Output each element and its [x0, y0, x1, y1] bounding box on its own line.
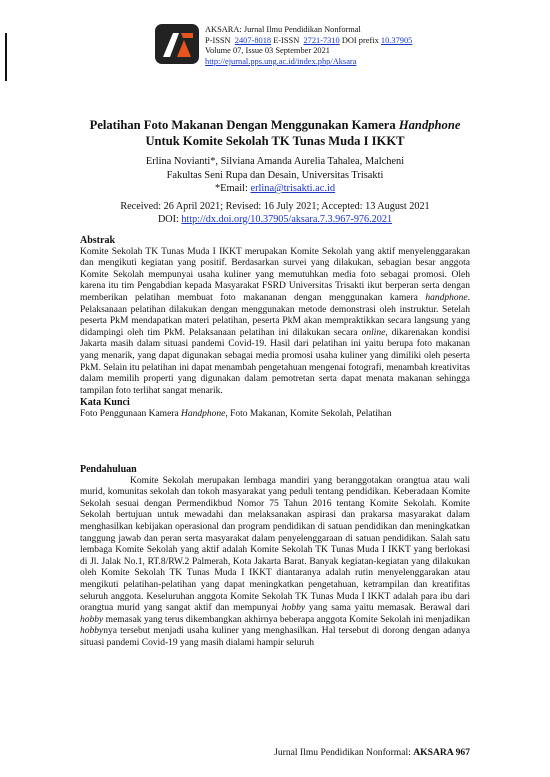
affiliation: Fakultas Seni Rupa dan Desain, Universitas Trisakti	[166, 169, 384, 181]
doi-prefix-link[interactable]: 10.37905	[380, 35, 413, 45]
introduction-heading: Pendahuluan	[80, 464, 137, 475]
journal-header	[205, 25, 412, 67]
volume-line: Volume 07, Issue 03 September 2021	[205, 46, 330, 56]
page-number: AKSARA 967	[413, 747, 470, 758]
paper-title: Pelatihan Foto Makanan Dengan Menggunakan Kamera Handphone Untuk Komite Sekolah TK Tunas Muda I IKKT	[89, 118, 461, 148]
eissn-link[interactable]: 2721-7310	[303, 35, 340, 45]
issn-line: P-ISSN 2407-8018 E-ISSN 2721-7310 DOI prefix 10.37905	[205, 35, 413, 45]
page-footer: Jurnal Ilmu Pendidikan Nonformal: AKSARA 967	[274, 747, 470, 758]
author-names: Erlina Novianti*, Silviana Amanda Aurelia Tahalea, Malcheni	[145, 156, 405, 167]
author-block	[40, 155, 510, 196]
abstract-text: Komite Sekolah TK Tunas Muda I IKKT merupakan Komite Sekolah yang aktif menyelenggarakan dan mengikuti kegiatan yang positif. Berdasarkan survei yang dilakukan, sebagian besar anggota Komite Sekolah mempunyai usaha kuliner yang memutuhkan media foto sebagai promosi. Oleh karena itu tim Pengabdian kepada Masyarakat FSRD Universitas Trisakti ikut berperan serta dengan memberikan pelatihan membuat foto makananan dengan menggunakan kamera handphone. Pelaksanaan pelatihan dilakukan dengan menggunakan metode demonstrasi oleh instruktur. Setelah peserta PkM mendapatkan materi pelatihan, peserta PkM akan mempraktikkan secara langsung yang didampingi oleh tim PkM. Pelaksanaan pelatihan ini dilakukan secara online, dikarenakan kondisi Jakarta masih dalam situasi pandemi Covid-19. Hasil dari pelatihan ini yaitu berupa foto makanan yang menarik, yang dapat digunakan sebagai media promosi usaha kuliner yang dimiliki oleh peserta PkM. Selain itu pelatihan ini dapat menambah pengetahuan mengenai fotografi, menambah kreativitas dalam memilih properti yang digunakan dalam pemotretan serta dapat menata makanan sehingga tampilan foto terlihat sangat menarik.	[80, 246, 470, 396]
introduction-section	[80, 464, 470, 650]
publication-dates	[40, 201, 510, 226]
pissn-link[interactable]: 2407-8018	[234, 35, 272, 45]
journal-logo	[155, 24, 199, 64]
journal-name: AKSARA: Jurnal Ilmu Pendidikan Nonformal	[205, 25, 361, 34]
abstract-section	[80, 235, 470, 421]
introduction-text: Komite Sekolah merupakan lembaga mandiri yang beranggotakan orangtua atau wali murid, komunitas sekolah dan tokoh masyarakat yang peduli tentang pendidikan. Keberadaan Komite Sekolah sesuai dengan Permendikbud Nomor 75 Tahun 2016 tentang Komite Sekolah. Komite Sekolah bertujuan untuk mewadahi dan melaksanakan aspirasi dan prakarsa masyarakat dalam menghasilkan kebijakan operasional dan program pendidikan di satuan pendidikan dan meningkatkan tanggung jawab dan peran serta masyarakat dalam penyelenggaraan di satuan pendidikan. Salah satu lembaga Komite Sekolah yang aktif adalah Komite Sekolah TK Tunas Muda I IKKT yang berlokasi di Jl. Jalak No.1, RT.8/RW.2 Palmerah, Kota Jakarta Barat. Banyak kegiatan-kegiatan yang dilakukan oleh Komite Sekolah TK Tunas Muda I IKKT diantaranya adalah rutin menyelenggarakan atau mengikuti pelatihan-pelatihan yang dapat meningkatkan pengetahuan, ketrampilan dan kreatifitas seluruh anggota. Keseluruhan anggota Komite Sekolah TK Tunas Muda I IKKT adalah para ibu dari orangtua murid yang sangat aktif dan mempunyai hobby yang sama yaitu memasak. Berawal dari hobby memasak yang terus dikembangkan akhirnya beberapa anggota Komite Sekolah ini menjadikan hobbynya tersebut menjadi usaha kuliner yang menghasilkan. Hal tersebut di dorong dengan adanya situasi pandemi Covid-19 yang masih dialami hampir seluruh	[80, 475, 470, 648]
journal-url-link[interactable]: http://ejurnal.pps.ung.ac.id/index.php/Aksara	[205, 56, 357, 66]
doi-line: DOI: http://dx.doi.org/10.37905/aksara.7.3.967-976.2021	[157, 213, 393, 225]
margin-bar	[5, 33, 7, 81]
dates-line: Received: 26 April 2021; Revised: 16 July 2021; Accepted: 13 August 2021	[120, 201, 430, 212]
keywords-text: Foto Penggunaan Kamera Handphone, Foto Makanan, Komite Sekolah, Pelatihan	[80, 408, 392, 419]
keywords-heading: Kata Kunci	[80, 397, 130, 409]
abstract-heading: Abstrak	[80, 235, 116, 246]
email-line: *Email: erlina@trisakti.ac.id	[214, 183, 336, 194]
doi-link[interactable]: http://dx.doi.org/10.37905/aksara.7.3.967-976.2021	[181, 213, 393, 225]
email-link[interactable]: erlina@trisakti.ac.id	[250, 183, 336, 194]
